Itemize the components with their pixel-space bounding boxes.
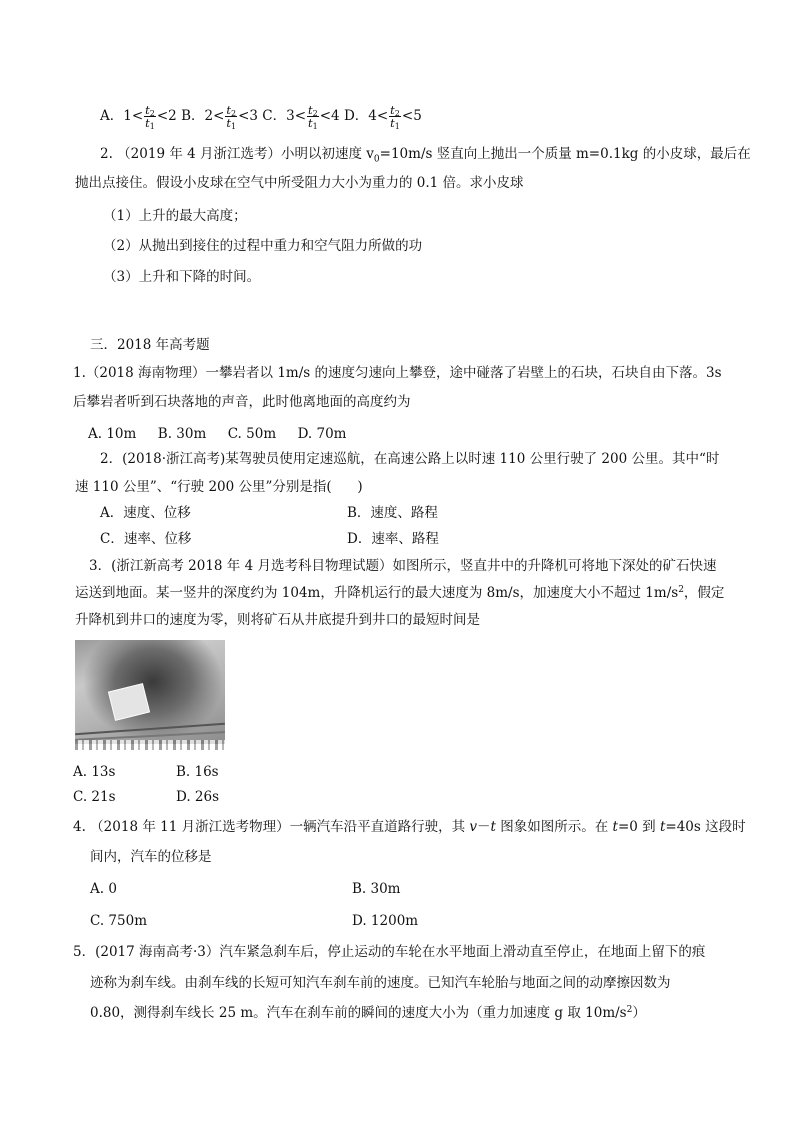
- s4-option-d: D. 1200m: [352, 913, 419, 929]
- s2-option-c: C．速率、位移: [100, 531, 192, 547]
- q2-line1: 2. （2019 年 4 月浙江选考）小明以初速度 $v_0=10m/s$ 竖直向上抛出一个质量 m=0.1kg 的小皮球，最后在: [100, 146, 751, 165]
- s5-line1: 5．(2017 海南高考·3）汽车紧急刹车后，停止运动的车轮在水平地面上滑动直至停止，在地面上留下的痕: [73, 944, 706, 960]
- s4-option-a: A. 0: [90, 881, 117, 897]
- q2-sub3: （3）上升和下降的时间。: [103, 269, 261, 285]
- s2-option-a: A．速度、位移: [100, 505, 191, 521]
- fraction-t2-t1: $\frac{t_2}{t_1}$: [390, 103, 400, 131]
- s3-option-a: A. 13s: [73, 764, 116, 780]
- option-a-prefix: A．1<: [100, 108, 144, 124]
- s3-line1: 3．(浙江新高考 2018 年 4 月选考科目物理试题）如图所示，竖直井中的升降机可将地下深处的矿石快速: [89, 558, 717, 574]
- s4-option-b: B. 30m: [352, 881, 401, 897]
- s4-option-c: C. 750m: [90, 913, 147, 929]
- s2-option-b: B．速度、路程: [347, 505, 438, 521]
- s5-line2: 迹称为刹车线。由刹车线的长短可知汽车刹车前的速度。已知汽车轮胎与地面之间的动摩擦因数为: [90, 975, 671, 991]
- mine-shaft-photo: [75, 640, 225, 750]
- s2-option-d: D．速率、路程: [347, 531, 439, 547]
- s3-option-d: D. 26s: [176, 789, 220, 805]
- option-d-prefix: <4 D．4<: [319, 108, 389, 124]
- option-c-prefix: <3 C．3<: [238, 108, 307, 124]
- s3-option-b: B. 16s: [176, 764, 219, 780]
- s1-line2: 后攀岩者听到石块落地的声音，此时他离地面的高度约为: [73, 394, 411, 410]
- fraction-t2-t1: $\frac{t_2}{t_1}$: [226, 103, 237, 131]
- s3-option-c: C. 21s: [73, 789, 116, 805]
- fraction-t2-t1: $\frac{t_2}{t_1}$: [145, 103, 155, 131]
- s1-line1: 1.（2018 海南物理）一攀岩者以 1m/s 的速度匀速向上攀登，途中碰落了岩壁上的石块，石块自由下落。3s: [73, 365, 722, 381]
- elevator-cage: [108, 683, 150, 721]
- option-b-prefix: <2 B．2<: [156, 108, 225, 124]
- section-title: 三．2018 年高考题: [90, 337, 210, 353]
- prev-question-options: [100, 104, 422, 129]
- s3-line3: 升降机到井口的速度为零，则将矿石从井底提升到井口的最短时间是: [75, 612, 480, 628]
- s2-line1: 2．(2018·浙江高考)某驾驶员使用定速巡航，在高速公路上以时速 110 公里行驶了 200 公里。其中“时: [100, 451, 720, 467]
- fraction-t2-t1: $\frac{t_2}{t_1}$: [308, 103, 318, 131]
- s4-line2: 间内，汽车的位移是: [90, 849, 212, 865]
- s4-line1: 4. （2018 年 11 月浙江选考物理）一辆汽车沿平直道路行驶，其 v－t 图象如图所示。在 t=0 到 t=40s 这段时: [73, 819, 746, 835]
- s5-line3: 0.80，测得刹车线长 25 m。汽车在刹车前的瞬间的速度大小为（重力加速度 g 取 $10m/s^2$）: [90, 1005, 646, 1021]
- s2-line2: 速 110 公里”、“行驶 200 公里”分别是指( ): [75, 479, 363, 495]
- s3-line2: 运送到地面。某一竖井的深度约为 104m，升降机运行的最大速度为 8m/s，加速度大小不超过 $1m/s^2$，假定: [75, 585, 725, 601]
- image-noise-strip: [75, 740, 225, 750]
- q2-sub1: （1）上升的最大高度；: [103, 208, 247, 224]
- q2-sub2: （2）从抛出到接住的过程中重力和空气阻力所做的功: [103, 238, 423, 254]
- s1-options: A. 10m B. 30m C. 50m D. 70m: [88, 426, 347, 442]
- q2-line2: 抛出点接住。假设小皮球在空气中所受阻力大小为重力的 0.1 倍。求小皮球: [75, 175, 524, 191]
- option-d-suffix: <5: [401, 108, 422, 124]
